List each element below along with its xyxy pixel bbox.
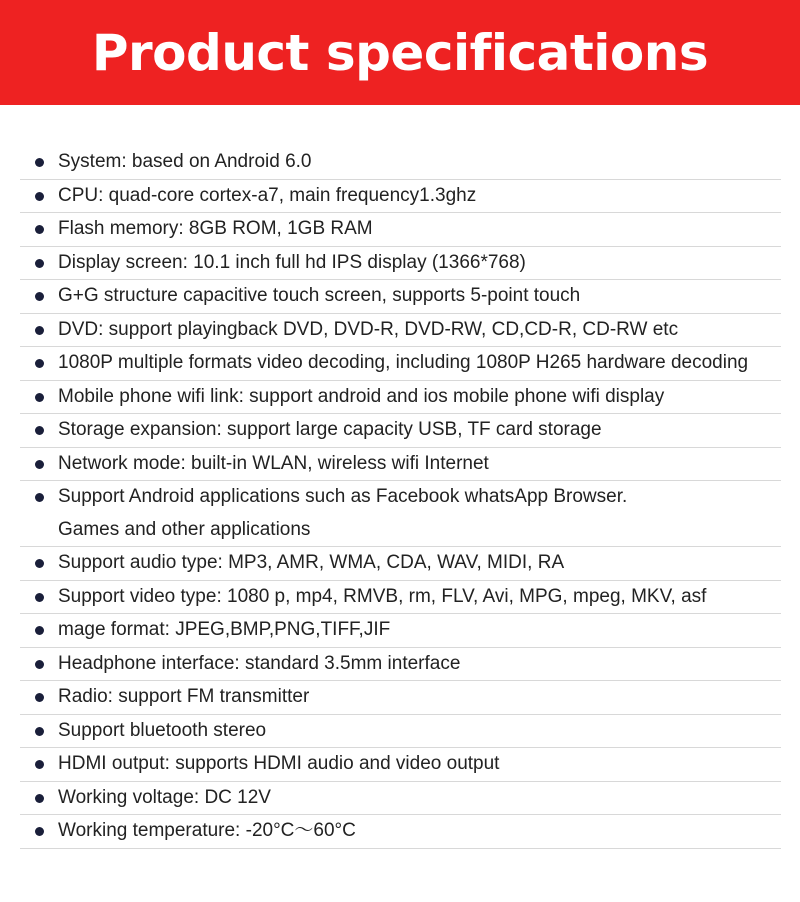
spec-item-touch-screen [20, 280, 781, 314]
spec-item-hdmi [20, 748, 781, 782]
bullet-icon [35, 426, 44, 435]
spec-text: Flash memory: 8GB ROM, 1GB RAM [58, 218, 373, 239]
spec-text: Support Android applications such as Facebook whatsApp Browser. [58, 486, 628, 507]
spec-item-audio [20, 547, 781, 581]
spec-text: Mobile phone wifi link: support android and ios mobile phone wifi display [58, 385, 665, 407]
spec-text: HDMI output: supports HDMI audio and video output [58, 753, 500, 774]
bullet-icon [35, 259, 44, 268]
spec-item-image-format [20, 614, 781, 648]
bullet-icon [35, 460, 44, 469]
spec-item-display [20, 247, 781, 281]
spec-text: Radio: support FM transmitter [58, 686, 310, 707]
spec-text: CPU: quad-core cortex-a7, main frequency1.3ghz [58, 184, 477, 206]
spec-item-dvd [20, 314, 781, 348]
bullet-icon [35, 794, 44, 803]
spec-item-temperature [20, 815, 781, 849]
spec-text: 1080P multiple formats video decoding, including 1080P H265 hardware decoding [58, 352, 749, 373]
spec-item-storage [20, 414, 781, 448]
spec-item-video-decoding [20, 347, 781, 381]
spec-item-radio [20, 681, 781, 715]
spec-item-cpu [20, 180, 781, 214]
spec-item-video [20, 581, 781, 615]
bullet-icon [35, 493, 44, 502]
spec-text: Network mode: built-in WLAN, wireless wifi Internet [58, 452, 489, 474]
spec-item-flash-memory [20, 213, 781, 247]
bullet-icon [35, 626, 44, 635]
bullet-icon [35, 292, 44, 301]
spec-item-applications [20, 481, 781, 547]
spec-item-bluetooth [20, 715, 781, 749]
spec-list [20, 146, 781, 849]
bullet-icon [35, 660, 44, 669]
bullet-icon [35, 827, 44, 836]
header-banner [0, 0, 800, 105]
bullet-icon [35, 393, 44, 402]
spec-text: G+G structure capacitive touch screen, supports 5-point touch [58, 285, 581, 306]
spec-text: Support video type: 1080 p, mp4, RMVB, rm, FLV, Avi, MPG, mpeg, MKV, asf [58, 585, 707, 607]
spec-text: Storage expansion: support large capacity USB, TF card storage [58, 419, 602, 440]
spec-item-system [20, 146, 781, 180]
spec-item-voltage [20, 782, 781, 816]
bullet-icon [35, 359, 44, 368]
spec-text: Working temperature: -20°C～60°C [58, 820, 356, 841]
bullet-icon [35, 192, 44, 201]
spec-text: Display screen: 10.1 inch full hd IPS display (1366*768) [58, 251, 526, 273]
bullet-icon [35, 326, 44, 335]
page-title: Product specifications [91, 23, 709, 82]
spec-item-wifi-link [20, 381, 781, 415]
spec-text: System: based on Android 6.0 [58, 151, 312, 172]
bullet-icon [35, 225, 44, 234]
spec-item-network [20, 448, 781, 482]
spec-text: Headphone interface: standard 3.5mm interface [58, 652, 461, 674]
bullet-icon [35, 593, 44, 602]
spec-text: Working voltage: DC 12V [58, 786, 271, 808]
bullet-icon [35, 559, 44, 568]
spec-text: DVD: support playingback DVD, DVD-R, DVD-RW, CD,CD-R, CD-RW etc [58, 318, 679, 340]
spec-text-continued: Games and other applications [58, 518, 311, 540]
spec-text: Support audio type: MP3, AMR, WMA, CDA, WAV, MIDI, RA [58, 552, 565, 573]
spec-text: Support bluetooth stereo [58, 719, 267, 741]
bullet-icon [35, 760, 44, 769]
spec-item-headphone [20, 648, 781, 682]
bullet-icon [35, 158, 44, 167]
bullet-icon [35, 727, 44, 736]
bullet-icon [35, 693, 44, 702]
spec-text: mage format: JPEG,BMP,PNG,TIFF,JIF [58, 619, 391, 640]
